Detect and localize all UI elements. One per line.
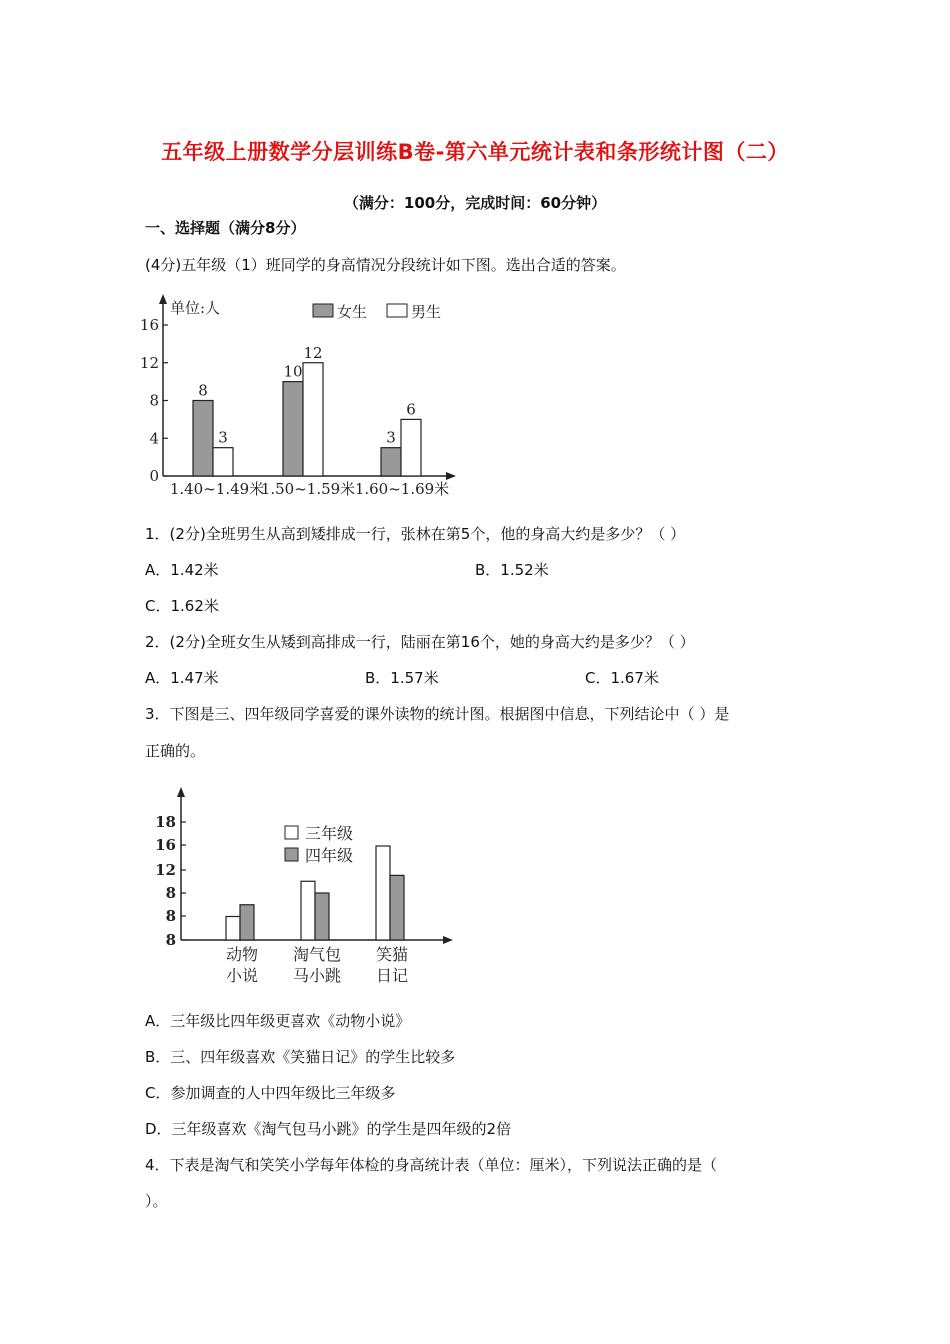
subtitle: （满分：100分，完成时间：60分钟） — [343, 194, 607, 212]
y-tick-label: 16 — [155, 836, 176, 854]
y-tick-label: 12 — [155, 861, 176, 879]
category-label-line1: 笑猫 — [375, 945, 409, 964]
y-axis-arrow — [177, 787, 185, 797]
y-tick-label: 8 — [165, 907, 176, 925]
question-intro: (4分)五年级（1）班同学的身高情况分段统计如下图。选出合适的答案。 — [145, 256, 626, 274]
q2-option-b[interactable]: B．1.57米 — [365, 669, 439, 687]
legend-boys: 男生 — [411, 303, 442, 321]
category-label-line1: 动物 — [225, 945, 259, 964]
q4-stem-line2: ）。 — [145, 1192, 168, 1210]
q3-option-c[interactable]: C．参加调查的人中四年级比三年级多 — [145, 1084, 396, 1102]
section-heading: 一、选择题（满分8分） — [145, 219, 306, 237]
category-label-line2: 小说 — [225, 966, 259, 985]
y-tick-label: 12 — [140, 353, 159, 372]
q3-option-a[interactable]: A．三年级比四年级更喜欢《动物小说》 — [145, 1012, 411, 1030]
y-tick-label: 4 — [149, 429, 159, 448]
q1-option-a[interactable]: A．1.42米 — [145, 561, 219, 579]
reading-bar-chart — [150, 782, 470, 992]
y-tick-label: 0 — [149, 467, 159, 485]
legend-swatch-grade3 — [285, 826, 298, 839]
x-axis-arrow — [446, 472, 456, 480]
y-tick-label: 8 — [165, 884, 176, 902]
q3-stem-line1: 3．下图是三、四年级同学喜爱的课外读物的统计图。根据图中信息，下列结论中（ ）是 — [145, 705, 730, 723]
page-title: 五年级上册数学分层训练B卷-第六单元统计表和条形统计图（二） — [161, 140, 789, 164]
bar-boys — [303, 363, 323, 476]
bar-grade4 — [240, 905, 254, 940]
bar-value-label: 10 — [283, 362, 303, 381]
q1-stem: 1．(2分)全班男生从高到矮排成一行，张林在第5个，他的身高大约是多少？（ ） — [145, 525, 686, 543]
category-label: 1.50~1.59米 — [260, 480, 356, 498]
bar-value-label: 3 — [218, 428, 228, 447]
category-label: 1.40~1.49米 — [169, 480, 265, 498]
category-label-line2: 马小跳 — [292, 966, 342, 985]
q2-option-c[interactable]: C．1.67米 — [585, 669, 659, 687]
bar-girls — [193, 401, 213, 477]
q2-option-a[interactable]: A．1.47米 — [145, 669, 219, 687]
bar-grade3 — [301, 881, 315, 940]
legend-swatch-boys — [387, 304, 407, 317]
category-label: 1.60~1.69米 — [354, 480, 450, 498]
bar-girls — [381, 448, 401, 476]
bar-value-label: 6 — [406, 400, 416, 419]
y-tick-label: 18 — [155, 813, 176, 831]
unit-label: 单位:人 — [170, 299, 221, 317]
bar-grade4 — [390, 875, 404, 940]
bar-grade3 — [376, 846, 390, 940]
y-tick-label: 8 — [149, 391, 159, 410]
category-label-line1: 淘气包 — [292, 945, 342, 964]
bar-girls — [283, 382, 303, 476]
bar-grade4 — [315, 893, 329, 940]
bar-value-label: 12 — [303, 343, 323, 362]
q3-option-b[interactable]: B．三、四年级喜欢《笑猫日记》的学生比较多 — [145, 1048, 456, 1066]
q4-stem-line1: 4．下表是淘气和笑笑小学每年体检的身高统计表（单位：厘米），下列说法正确的是（ — [145, 1156, 718, 1174]
bar-boys — [401, 419, 421, 476]
bar-value-label: 3 — [386, 428, 396, 447]
category-label-line2: 日记 — [375, 966, 409, 985]
height-bar-chart — [140, 292, 470, 502]
y-tick-label: 8 — [165, 931, 176, 949]
bar-value-label: 8 — [198, 381, 208, 400]
x-axis-arrow — [443, 936, 453, 944]
q1-option-b[interactable]: B．1.52米 — [475, 561, 549, 579]
bar-boys — [213, 448, 233, 476]
legend-grade4: 四年级 — [305, 846, 354, 865]
y-tick-label: 16 — [140, 316, 159, 334]
q2-stem: 2．(2分)全班女生从矮到高排成一行，陆丽在第16个，她的身高大约是多少？（ ） — [145, 633, 695, 651]
legend-girls: 女生 — [337, 303, 368, 321]
legend-swatch-girls — [313, 304, 333, 317]
q1-option-c[interactable]: C．1.62米 — [145, 597, 219, 615]
bar-grade3 — [226, 917, 240, 941]
y-axis-arrow — [159, 294, 167, 304]
legend-grade3: 三年级 — [305, 824, 354, 843]
legend-swatch-grade4 — [285, 848, 298, 861]
q3-option-d[interactable]: D．三年级喜欢《淘气包马小跳》的学生是四年级的2倍 — [145, 1120, 512, 1138]
q3-stem-line2: 正确的。 — [145, 742, 206, 760]
